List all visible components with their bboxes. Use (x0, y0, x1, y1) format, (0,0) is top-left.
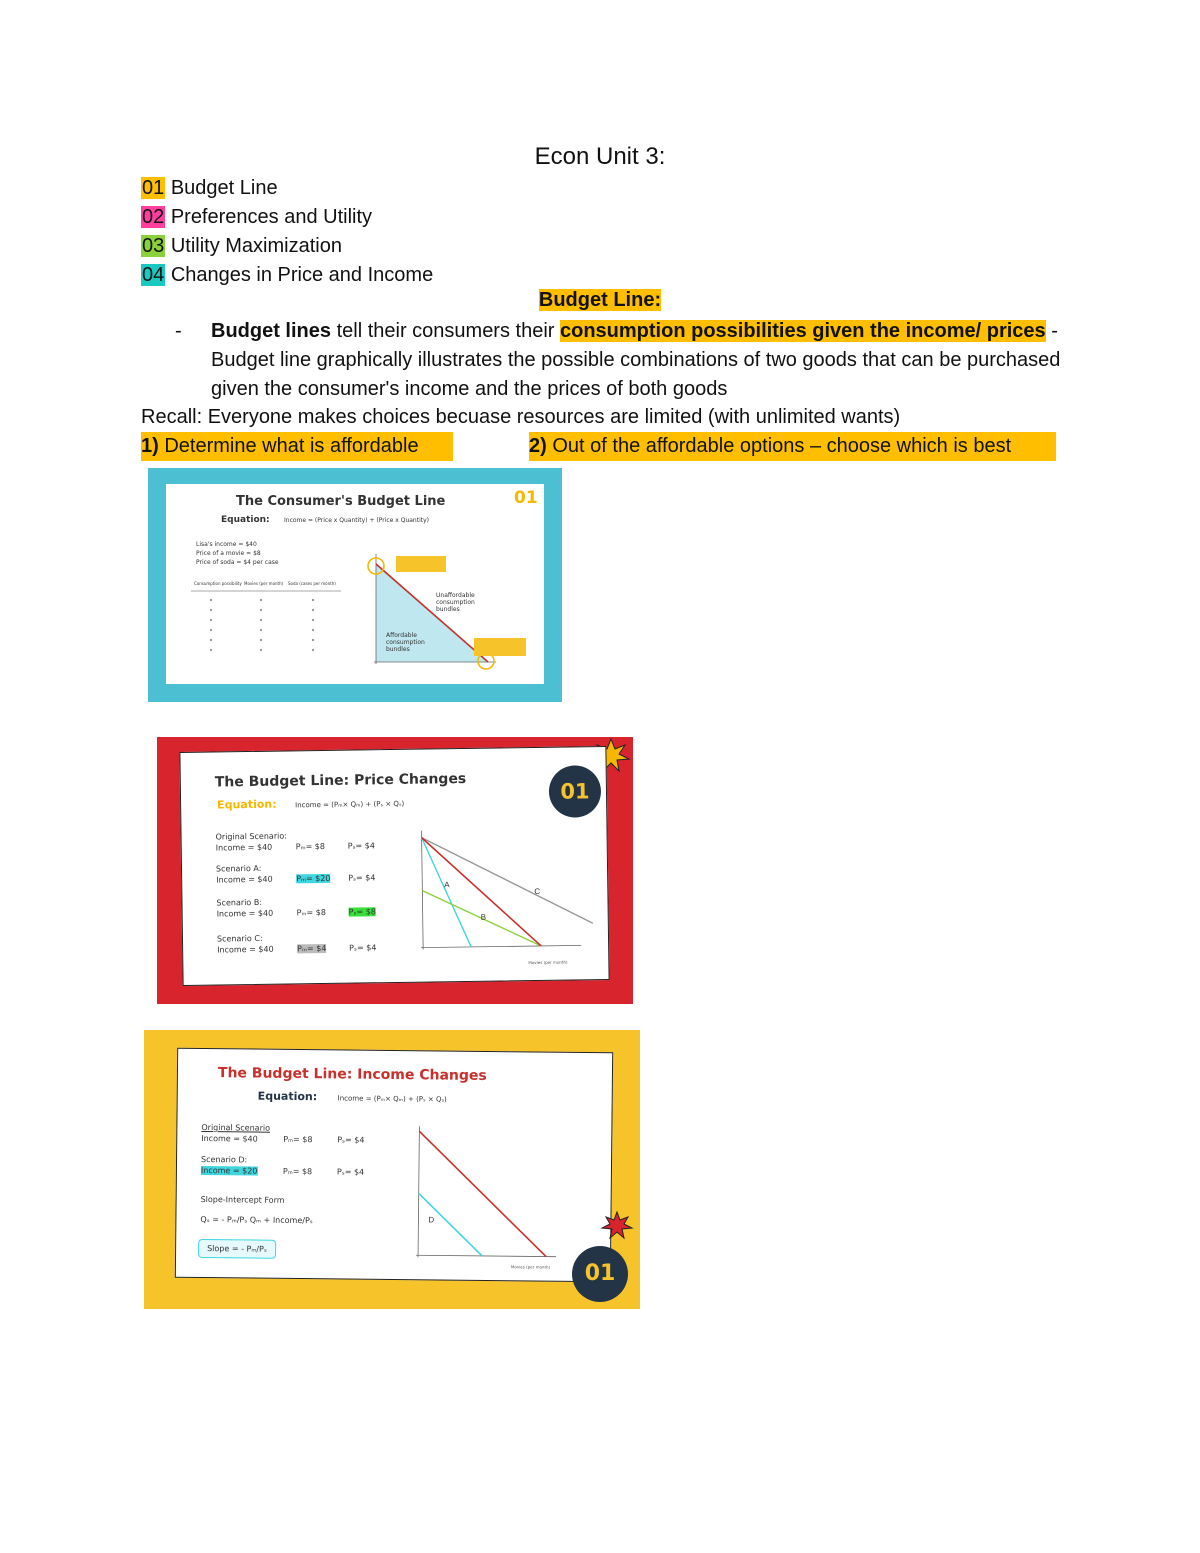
section-heading (0, 289, 1200, 312)
scenario-name: Scenario A: (215, 863, 262, 874)
s1-table (191, 588, 351, 678)
burst-icon (600, 1210, 634, 1240)
x-axis-label: Movies (per month) (510, 1264, 551, 1270)
bold-term: Budget lines (211, 320, 332, 342)
orig-ps: Pₛ= $4 (337, 1135, 365, 1145)
toc-label: Changes in Price and Income (170, 264, 434, 286)
slide-consumer-budget-line (148, 468, 562, 702)
scenario-pm: Pₘ= $20 (296, 873, 331, 884)
slope-intercept-eq: Qₛ = - Pₘ/Pₛ Qₘ + Income/Pₛ (200, 1214, 313, 1226)
toc-label: Preferences and Utility (170, 206, 373, 228)
slide-title: The Budget Line: Price Changes (214, 770, 467, 791)
s1-budget-graph (356, 546, 536, 681)
orig-pm: Pₘ= $8 (283, 1134, 313, 1145)
toc-number: 02 (142, 206, 165, 228)
bullet-paragraph (211, 317, 1071, 404)
scenario-d: Scenario D: (201, 1154, 248, 1165)
equation: Income = (Pₘ× Qₘ) + (Pₛ × Qₛ) (337, 1094, 447, 1104)
toc-number: 04 (142, 264, 165, 286)
step-2 (529, 432, 1056, 461)
step-2-number: 2) (529, 435, 547, 457)
bullet-text-2: - Budget line graphically illustrates the possible combinations of two goods that can be purchased given the consumer's income and the prices of both goods (211, 320, 1061, 400)
toc-number: 01 (142, 177, 165, 199)
scenario-name: Original Scenario: (215, 831, 287, 842)
scenario-income: Income = $40 (216, 908, 274, 919)
slide-badge: 01 (514, 488, 538, 508)
toc-label: Utility Maximization (170, 235, 342, 257)
scenario-ps: Pₛ= $4 (348, 873, 376, 883)
scenario-income: Income = $40 (216, 874, 273, 885)
highlighted-phrase: consumption possibilities given the income/ prices (560, 320, 1046, 342)
slide-price-changes (157, 737, 633, 1004)
svg-text:C: C (534, 886, 541, 897)
slide-card (175, 1048, 613, 1283)
price-soda: Price of soda = $4 per case (196, 559, 279, 566)
scen-ps: Pₛ= $4 (336, 1167, 365, 1177)
scenario-income: Income = $40 (215, 842, 273, 853)
s3-income-graph (406, 1121, 568, 1273)
scenario-ps: Pₛ= $4 (347, 841, 376, 851)
scenario-pm: Pₘ= $8 (295, 841, 326, 852)
toc-item (141, 203, 433, 232)
svg-text:B: B (480, 912, 487, 922)
toc-item (141, 174, 433, 203)
equation-label: Equation: (257, 1089, 318, 1104)
orig-income: Income = $40 (201, 1133, 258, 1144)
scen-pm: Pₘ= $8 (282, 1166, 313, 1177)
scenario-pm: Pₘ= $4 (297, 943, 327, 954)
scen-income: Income = $20 (200, 1165, 258, 1176)
scenario-pm: Pₘ= $8 (296, 907, 326, 918)
bullet-text-1: tell their consumers their (331, 320, 560, 342)
col-header: Consumption possibility (194, 581, 242, 586)
equation: Income = (Pₘ× Qₘ) + (Pₛ × Qₛ) (295, 799, 405, 810)
equation-label: Equation: (217, 797, 277, 812)
price-movie: Price of a movie = $8 (196, 550, 261, 557)
step-1-number: 1) (141, 435, 159, 457)
step-1 (141, 432, 453, 461)
scenario-ps: Pₛ= $8 (348, 907, 376, 917)
slide-badge: 01 (572, 1246, 628, 1302)
col-header: Soda (cases per month) (288, 581, 336, 586)
equation-label: Equation: (221, 515, 270, 525)
slide-badge: 01 (549, 765, 602, 818)
col-header: Movies (per month) (244, 581, 284, 586)
section-heading-text: Budget Line: (538, 289, 662, 311)
original-scenario: Original Scenario (201, 1122, 271, 1133)
step-1-text: Determine what is affordable (158, 435, 419, 457)
bullet-marker: - (175, 320, 182, 342)
slide-income-changes (144, 1030, 640, 1309)
scenario-name: Scenario C: (216, 933, 263, 944)
slide-title: The Consumer's Budget Line (236, 494, 446, 509)
equation: Income = (Price x Quantity) + (Price x Quantity) (284, 517, 429, 524)
slide-card (166, 484, 544, 684)
s2-price-graph (409, 823, 596, 966)
slide-card (179, 746, 609, 986)
d-label: D (428, 1215, 435, 1225)
doc-title: Econ Unit 3: (534, 143, 666, 170)
recall-line: Recall: Everyone makes choices becuase resources are limited (with unlimited wants) (141, 406, 901, 428)
step-2-text: Out of the affordable options – choose which is best (546, 435, 1012, 457)
x-axis-label: Movies (per month) (528, 959, 568, 966)
scenario-name: Scenario B: (216, 897, 263, 908)
slope-intercept-title: Slope-Intercept Form (200, 1194, 285, 1205)
toc-label: Budget Line (170, 177, 278, 199)
toc-item (141, 232, 433, 261)
income-text: Lisa's income = $40 (196, 541, 257, 548)
toc-item (141, 261, 433, 290)
toc-number: 03 (142, 235, 165, 257)
svg-text:A: A (444, 880, 450, 890)
affordable-label: Affordable consumption bundles (386, 632, 425, 653)
unaffordable-label: Unaffordable consumption bundles (436, 592, 475, 613)
table-of-contents (141, 174, 433, 290)
slope-box: Slope = - Pₘ/Pₛ (198, 1239, 276, 1259)
scenario-ps: Pₛ= $4 (349, 943, 377, 953)
scenario-income: Income = $40 (217, 944, 274, 955)
slide-title: The Budget Line: Income Changes (217, 1065, 487, 1084)
